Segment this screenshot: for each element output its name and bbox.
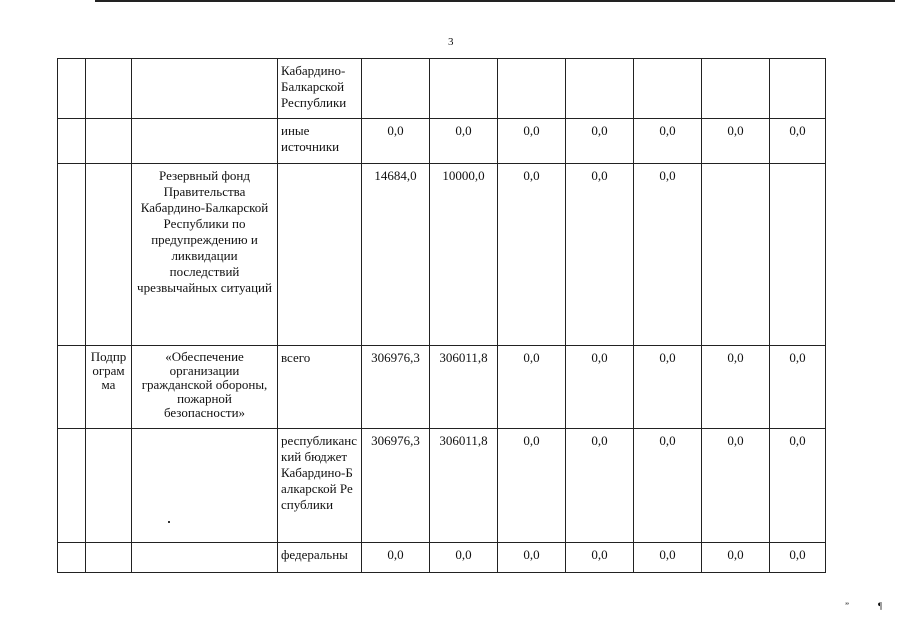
cell-value: 0,0	[430, 543, 498, 573]
cell-col3	[132, 429, 278, 543]
cell-value: 0,0	[634, 346, 702, 429]
cell-value	[770, 164, 826, 346]
cell-source: всего	[278, 346, 362, 429]
cell-col2: Подпрограмма	[86, 346, 132, 429]
cell-value: 0,0	[770, 543, 826, 573]
page-number: 3	[448, 36, 454, 48]
cell-value: 0,0	[702, 346, 770, 429]
cell-value: 306011,8	[430, 346, 498, 429]
cell-value	[770, 59, 826, 119]
cell-value: 0,0	[566, 346, 634, 429]
table-row	[58, 164, 826, 346]
cell-col2	[86, 543, 132, 573]
cell-col3: «Обеспечение организации гражданской обороны, пожарной безопасности»	[132, 346, 278, 429]
cell-col2	[86, 59, 132, 119]
cell-value: 0,0	[634, 543, 702, 573]
cell-value: 0,0	[498, 119, 566, 164]
stray-mark	[168, 521, 170, 523]
cell-value: 0,0	[702, 543, 770, 573]
cell-col1	[58, 164, 86, 346]
table-row	[58, 429, 826, 543]
table-row	[58, 119, 826, 164]
cell-value: 0,0	[702, 119, 770, 164]
cell-value: 306976,3	[362, 429, 430, 543]
top-rule	[95, 0, 895, 5]
cell-value	[498, 59, 566, 119]
cell-value: 10000,0	[430, 164, 498, 346]
cell-col2	[86, 429, 132, 543]
cell-value: 0,0	[498, 164, 566, 346]
cell-col3	[132, 119, 278, 164]
cell-col1	[58, 119, 86, 164]
cell-value	[362, 59, 430, 119]
cell-value: 0,0	[566, 119, 634, 164]
cell-value: 0,0	[566, 543, 634, 573]
table-row	[58, 59, 826, 119]
cell-value: 0,0	[770, 346, 826, 429]
cell-value: 0,0	[634, 119, 702, 164]
footer-mark: ”	[845, 601, 849, 611]
cell-value: 0,0	[566, 429, 634, 543]
cell-col1	[58, 543, 86, 573]
cell-value: 0,0	[770, 429, 826, 543]
cell-value: 0,0	[498, 543, 566, 573]
cell-source: иные источники	[278, 119, 362, 164]
cell-col3: Резервный фонд Правительства Кабардино-Балкарской Республики по предупреждению и ликвидации последствий чрезвычайных ситуаций	[132, 164, 278, 346]
cell-value: 0,0	[498, 429, 566, 543]
cell-value: 0,0	[702, 429, 770, 543]
cell-col3	[132, 59, 278, 119]
cell-value	[566, 59, 634, 119]
cell-value: 0,0	[498, 346, 566, 429]
cell-value: 0,0	[430, 119, 498, 164]
cell-source: федеральны	[278, 543, 362, 573]
cell-source	[278, 164, 362, 346]
cell-source: Кабардино-Балкарской Республики	[278, 59, 362, 119]
cell-value	[702, 164, 770, 346]
cell-col1	[58, 429, 86, 543]
cell-value	[430, 59, 498, 119]
cell-value: 14684,0	[362, 164, 430, 346]
cell-value	[634, 59, 702, 119]
cell-source: республиканский бюджет Кабардино-Балкарской Республики	[278, 429, 362, 543]
footer-mark: ¶	[878, 601, 883, 611]
budget-table	[57, 58, 826, 573]
cell-value: 0,0	[362, 119, 430, 164]
cell-col1	[58, 59, 86, 119]
cell-col3	[132, 543, 278, 573]
table-row	[58, 543, 826, 573]
table-row	[58, 346, 826, 429]
cell-col2	[86, 164, 132, 346]
cell-value: 0,0	[566, 164, 634, 346]
cell-col2	[86, 119, 132, 164]
cell-value: 0,0	[770, 119, 826, 164]
cell-value	[702, 59, 770, 119]
cell-value: 0,0	[634, 164, 702, 346]
cell-value: 0,0	[634, 429, 702, 543]
cell-value: 306011,8	[430, 429, 498, 543]
cell-value: 0,0	[362, 543, 430, 573]
cell-col1	[58, 346, 86, 429]
cell-value: 306976,3	[362, 346, 430, 429]
